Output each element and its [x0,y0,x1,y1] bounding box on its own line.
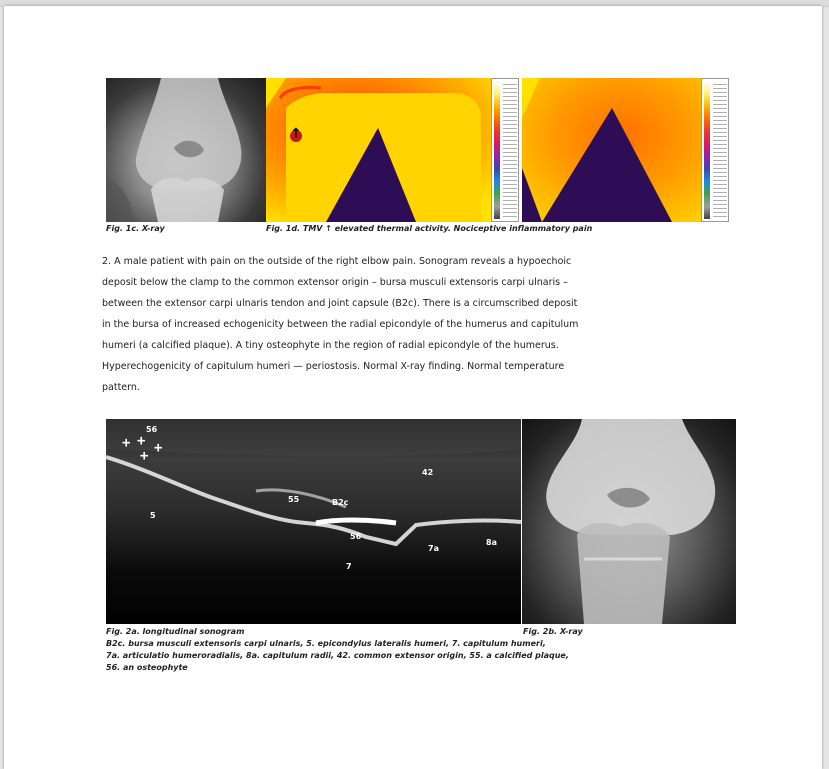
document-page [4,6,822,769]
sonogram-label-7a: 7a [428,544,439,553]
sonogram-label-56: 56 [350,532,362,541]
thermal-scale-left [491,78,519,222]
figure-legend-line: B2c. bursa musculi extensoris carpi ulnaris, 5. epicondylus lateralis humeri, 7. capitulum humeri, [106,639,546,648]
paragraph-line: 2. A male patient with pain on the outside of the right elbow pain. Sonogram reveals a hypoechoic [102,256,572,267]
thermal-image-right [522,78,702,222]
thermal-scale-ticks [503,81,517,219]
thermal-scale-ticks [713,81,727,219]
caption-fig-2b: Fig. 2b. X-ray [523,627,583,636]
sonogram-label-55: 55 [288,495,300,504]
caption-fig-1c: Fig. 1c. X-ray [106,224,165,233]
caliper-marker: + [140,448,149,464]
sonogram-label-5: 5 [150,511,156,520]
caption-fig-2a: Fig. 2a. longitudinal sonogram [106,627,245,636]
thermal-heatmap-left [266,78,492,222]
thermal-heatmap-right [522,78,702,222]
case-description-paragraph [102,251,742,398]
paragraph-line: deposit below the clamp to the common extensor origin – bursa musculi extensoris carpi ulnaris – [102,277,568,288]
caliper-marker: + [154,440,163,456]
thermal-arrow-glyph: ↑ [290,126,302,142]
sonogram-label-7: 7 [346,562,352,571]
figure-legend-line: 56. an osteophyte [106,663,188,672]
caliper-marker: + [137,433,146,449]
thermal-colorbar [704,81,710,219]
caliper-marker: + [122,435,131,451]
xray-elbow-drawing [106,78,266,222]
sonogram-echo-drawing [106,419,521,624]
sonogram-label-56-top: 56 [146,425,158,434]
thermal-image-left [266,78,492,222]
paragraph-line: humeri (a calcified plaque). A tiny osteophyte in the region of radial epicondyle of the humerus. [102,340,559,351]
sonogram-image-fig2a [106,419,521,624]
paragraph-line: Hyperechogenicity of capitulum humeri — periostosis. Normal X-ray finding. Normal temperature [102,361,565,372]
sonogram-label-42: 42 [422,468,434,477]
thermal-colorbar [494,81,500,219]
xray-image-fig1c [106,78,266,222]
sonogram-label-8a: 8a [486,538,497,547]
xray-image-fig2b [522,419,736,624]
paragraph-line: pattern. [102,382,140,393]
figure-legend-line: 7a. articulatio humeroradialis, 8a. capitulum radii, 42. common extensor origin, 55. a calcified plaque, [106,651,569,660]
thermal-scale-right [701,78,729,222]
paragraph-line: in the bursa of increased echogenicity between the radial epicondyle of the humerus and capitulum [102,319,579,330]
caption-fig-1d: Fig. 1d. TMV ↑ elevated thermal activity. Nociceptive inflammatory pain [266,224,593,233]
xray-elbow-drawing-2 [522,419,736,624]
sonogram-label-b2c: B2c [332,498,349,507]
paragraph-line: between the extensor carpi ulnaris tendon and joint capsule (B2c). There is a circumscribed deposit [102,298,578,309]
